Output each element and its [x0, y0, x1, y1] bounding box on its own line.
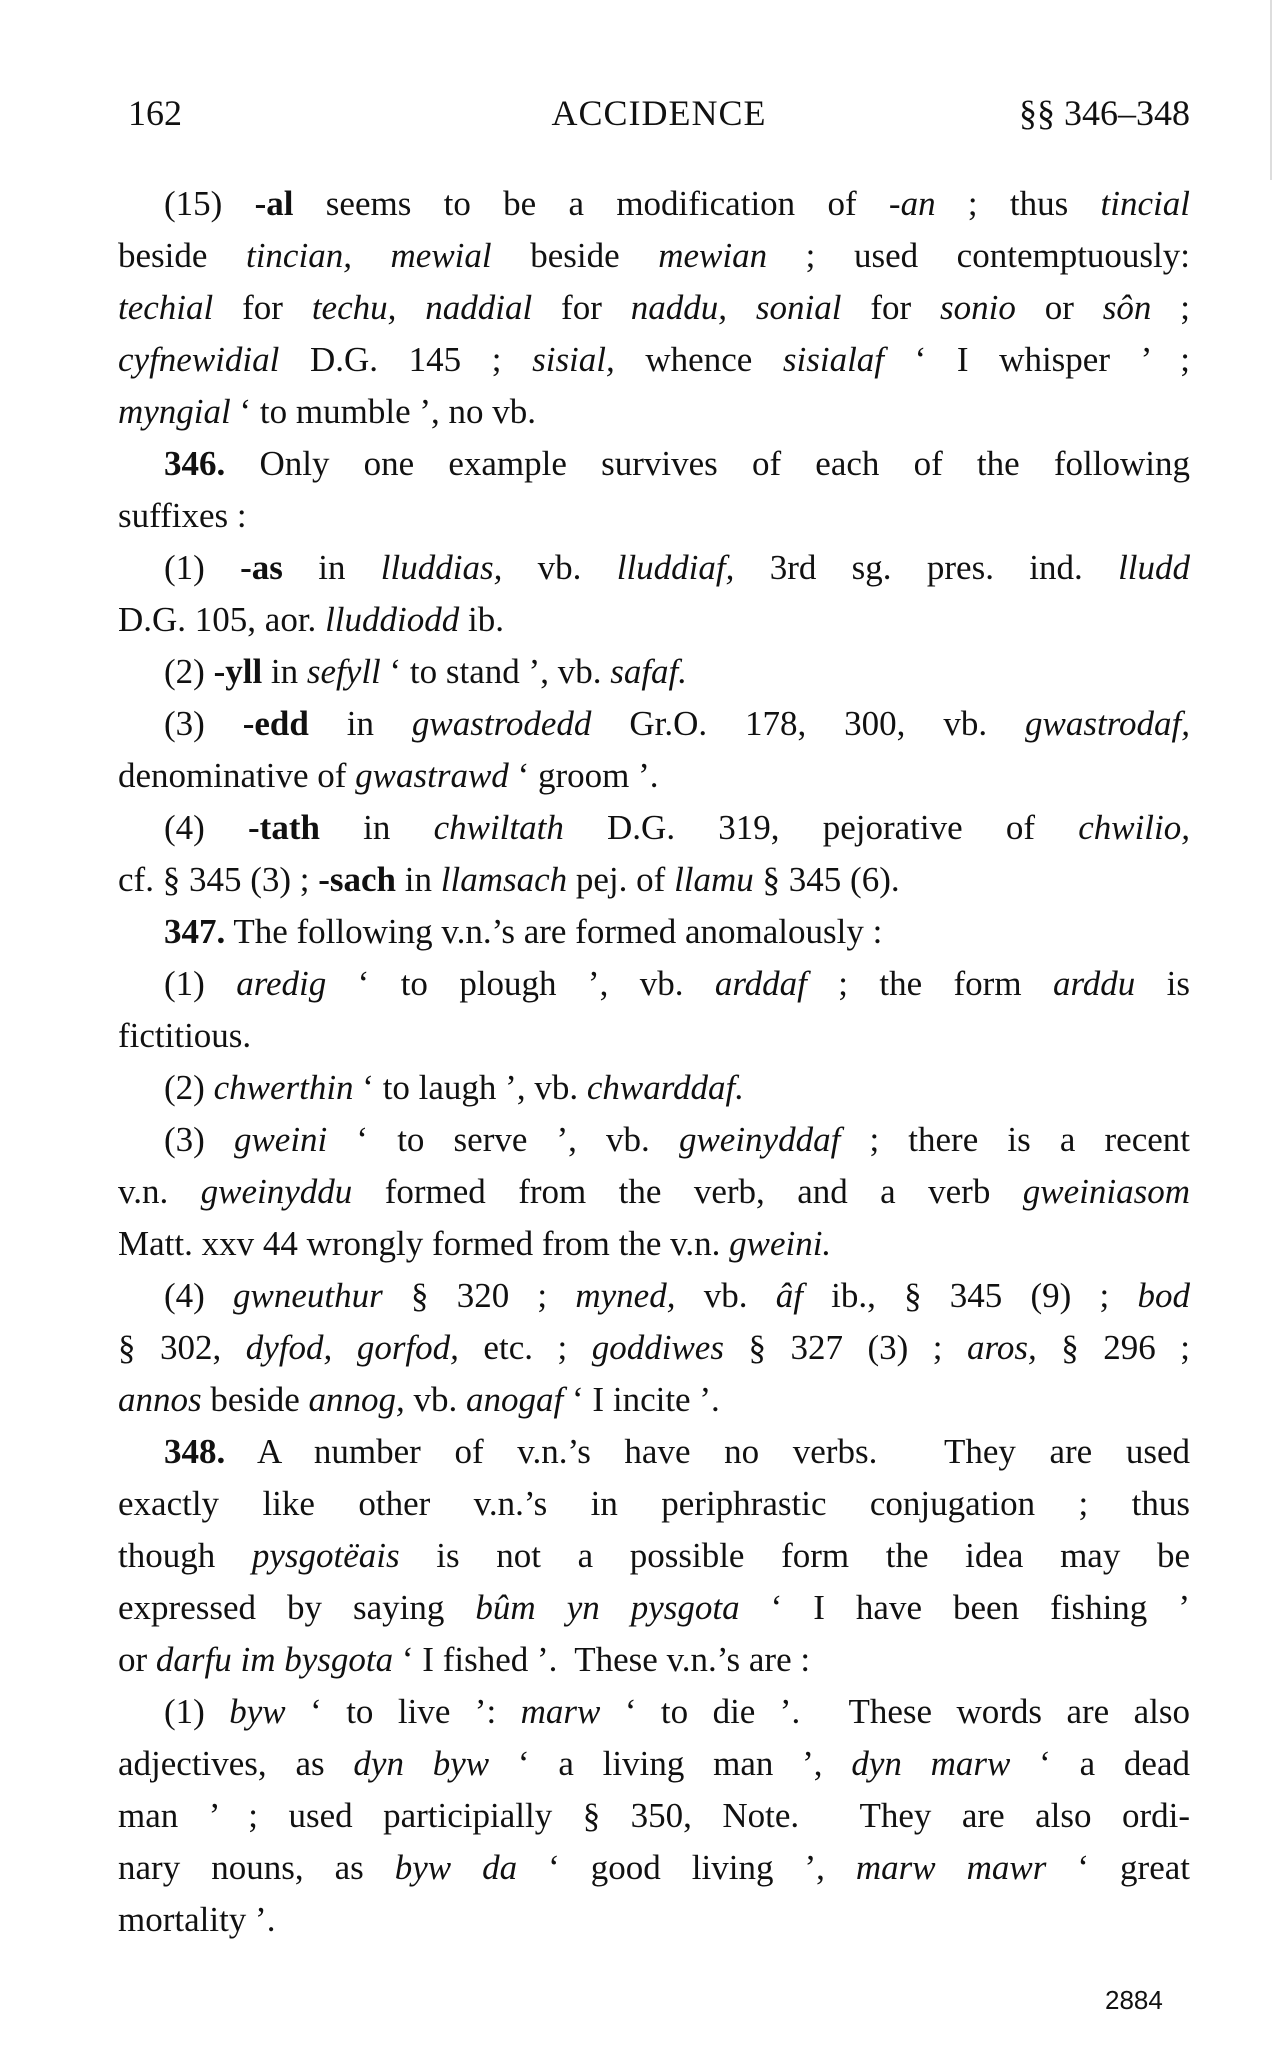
text-run: or — [1015, 288, 1103, 327]
text-run: for — [841, 288, 941, 327]
text-line — [118, 490, 1190, 542]
italic-term: tincial — [1100, 184, 1190, 223]
italic-term: sonial — [755, 288, 842, 327]
italic-term: arddu — [1052, 964, 1136, 1003]
text-line — [118, 1166, 1190, 1218]
text-line — [118, 958, 1190, 1010]
italic-term: llamu — [674, 860, 754, 899]
text-run: though — [118, 1536, 252, 1575]
text-run: The following v.n.’s are formed anomalously : — [225, 912, 883, 951]
italic-term: chwiltath — [433, 808, 564, 847]
italic-term: lluddiaf, — [616, 548, 735, 587]
italic-term: lluddiodd — [325, 600, 460, 639]
text-line — [118, 282, 1190, 334]
text-run: D.G. 105, aor. — [118, 600, 326, 639]
bold-term: -edd — [242, 704, 309, 743]
text-line — [118, 1374, 1190, 1426]
text-run: (3) — [164, 1120, 234, 1159]
text-run: (4) — [164, 1276, 234, 1315]
text-run: ‘ a dead — [1010, 1744, 1190, 1783]
italic-term: byw da — [394, 1848, 518, 1887]
text-run: fictitious. — [118, 1016, 252, 1055]
bold-term: 346. — [164, 444, 226, 483]
text-line — [118, 1426, 1190, 1478]
text-run: 3rd sg. pres. ind. — [734, 548, 1119, 587]
text-line — [118, 1010, 1190, 1062]
page-number: 162 — [128, 93, 182, 133]
text-line — [118, 386, 1190, 438]
text-run: formed from the verb, and a verb — [352, 1172, 1023, 1211]
text-run: ‘ groom ’. — [508, 756, 659, 795]
bold-term: -yll — [213, 652, 263, 691]
italic-term: bûm yn pysgota — [475, 1588, 740, 1627]
text-run: D.G. 145 ; — [279, 340, 533, 379]
italic-term: aredig — [236, 964, 327, 1003]
text-line — [118, 1114, 1190, 1166]
running-head-title: ACCIDENCE — [551, 93, 767, 133]
text-run: is — [1135, 964, 1190, 1003]
text-run: vb. — [502, 548, 617, 587]
scan-number: 2884 — [1105, 1985, 1163, 2015]
italic-term: gwastrodaf, — [1025, 704, 1190, 743]
text-line — [118, 1478, 1190, 1530]
italic-term: chwilio, — [1078, 808, 1191, 847]
text-run: beside — [118, 236, 246, 275]
italic-term: techial — [118, 288, 214, 327]
text-run: in — [308, 704, 412, 743]
italic-term: llamsach — [440, 860, 568, 899]
text-run: D.G. 319, pejorative of — [563, 808, 1079, 847]
bold-term: -tath — [248, 808, 320, 847]
text-run: (2) — [164, 1068, 214, 1107]
text-line — [118, 594, 1190, 646]
italic-term: gweinyddu — [200, 1172, 353, 1211]
text-line — [118, 178, 1190, 230]
text-run: beside — [491, 236, 659, 275]
text-run: ib., § 345 (9) ; — [802, 1276, 1138, 1315]
page-edge-shadow — [1270, 0, 1272, 180]
italic-term: cyfnewidial — [118, 340, 280, 379]
text-run: ‘ great — [1046, 1848, 1191, 1887]
text-run: denominative of — [118, 756, 356, 795]
text-line — [118, 1842, 1190, 1894]
italic-term: lludd — [1118, 548, 1191, 587]
text-run: ‘ to laugh ’, vb. — [353, 1068, 587, 1107]
text-line — [118, 1218, 1190, 1270]
text-run: A number of v.n.’s have no verbs. They are used — [225, 1432, 1190, 1471]
text-run: ‘ I incite ’. — [563, 1380, 720, 1419]
italic-term: -an — [888, 184, 936, 223]
text-run: (15) — [164, 184, 255, 223]
text-run: in — [262, 652, 307, 691]
italic-term: gwastrodedd — [411, 704, 592, 743]
italic-term: dyn marw — [851, 1744, 1011, 1783]
text-run — [727, 288, 756, 327]
text-line — [118, 334, 1190, 386]
italic-term: gweinyddaf — [678, 1120, 841, 1159]
text-run: (1) — [164, 548, 241, 587]
text-line — [118, 698, 1190, 750]
text-run: ‘ to stand ’, vb. — [380, 652, 611, 691]
text-line — [118, 1686, 1190, 1738]
italic-term: arddaf — [714, 964, 807, 1003]
text-run: mortality ’. — [118, 1900, 276, 1939]
text-run: § 320 ; — [382, 1276, 576, 1315]
text-line — [118, 906, 1190, 958]
text-run: ‘ to die ’. These words are also — [600, 1692, 1191, 1731]
text-run: ; — [1151, 288, 1191, 327]
running-header — [128, 92, 1190, 140]
italic-term: tincian, — [245, 236, 352, 275]
bold-term: 347. — [164, 912, 226, 951]
text-run: nary nouns, as — [118, 1848, 395, 1887]
italic-term: gweini — [233, 1120, 328, 1159]
text-line — [118, 1894, 1190, 1946]
italic-term: pysgotëais — [251, 1536, 400, 1575]
italic-term: annos — [118, 1380, 202, 1419]
text-run: vb. — [404, 1380, 467, 1419]
italic-term: sefyll — [306, 652, 381, 691]
text-run: seems to be a modification of — [293, 184, 889, 223]
italic-term: dyfod, — [245, 1328, 333, 1367]
italic-term: chwerthin — [213, 1068, 354, 1107]
text-run: (1) — [164, 964, 237, 1003]
italic-term: safaf. — [610, 652, 688, 691]
text-run: suffixes : — [118, 496, 247, 535]
italic-term: aros, — [967, 1328, 1037, 1367]
italic-term: myngial — [118, 392, 231, 431]
text-run: § 345 (6). — [753, 860, 900, 899]
italic-term: chwarddaf. — [586, 1068, 745, 1107]
text-run: in — [396, 860, 441, 899]
text-run: § 327 (3) ; — [723, 1328, 968, 1367]
text-run: § 296 ; — [1036, 1328, 1191, 1367]
italic-term: darfu im bysgota — [155, 1640, 394, 1679]
text-run: ‘ I whisper ’ ; — [884, 340, 1190, 379]
section-range: §§ 346–348 — [1019, 93, 1190, 133]
text-line — [118, 1530, 1190, 1582]
italic-term: gwastrawd — [355, 756, 509, 795]
text-line — [118, 438, 1190, 490]
bold-term: -as — [240, 548, 283, 587]
text-run: whence — [614, 340, 783, 379]
text-run: ‘ to live ’: — [285, 1692, 521, 1731]
text-line — [118, 1270, 1190, 1322]
text-run: ; used contemptuously: — [767, 236, 1190, 275]
text-run: ib. — [459, 600, 504, 639]
italic-term: marw — [520, 1692, 601, 1731]
italic-term: bod — [1137, 1276, 1191, 1315]
text-run: ‘ I have been fishing ’ — [739, 1588, 1190, 1627]
text-run: pej. of — [567, 860, 675, 899]
italic-term: gweiniasom — [1022, 1172, 1190, 1211]
text-run — [352, 236, 391, 275]
italic-term: anogaf — [466, 1380, 564, 1419]
italic-term: annog, — [308, 1380, 405, 1419]
italic-term: goddiwes — [591, 1328, 724, 1367]
italic-term: mewial — [390, 236, 492, 275]
text-run — [332, 1328, 357, 1367]
text-run: Gr.O. 178, 300, vb. — [591, 704, 1025, 743]
text-run: (3) — [164, 704, 243, 743]
italic-term: lluddias, — [380, 548, 503, 587]
text-run: Only one example survives of each of the following — [225, 444, 1190, 483]
italic-term: âf — [775, 1276, 803, 1315]
italic-term: sôn — [1102, 288, 1152, 327]
text-line — [118, 1582, 1190, 1634]
text-run: in — [282, 548, 381, 587]
text-run: for — [532, 288, 631, 327]
italic-term: byw — [229, 1692, 286, 1731]
text-line — [118, 1634, 1190, 1686]
italic-term: techu, — [311, 288, 397, 327]
italic-term: marw mawr — [855, 1848, 1047, 1887]
text-line — [118, 854, 1190, 906]
italic-term: naddu, — [630, 288, 727, 327]
text-line — [118, 1738, 1190, 1790]
italic-term: mewian — [658, 236, 768, 275]
italic-term: naddial — [425, 288, 533, 327]
text-run: ‘ a living man ’, — [489, 1744, 852, 1783]
text-run: adjectives, as — [118, 1744, 354, 1783]
text-line — [118, 802, 1190, 854]
text-run: etc. ; — [458, 1328, 592, 1367]
text-line — [118, 1790, 1190, 1842]
italic-term: sisialaf — [782, 340, 885, 379]
text-run: vb. — [675, 1276, 776, 1315]
text-run: or — [118, 1640, 156, 1679]
text-line — [118, 230, 1190, 282]
text-run: (1) — [164, 1692, 230, 1731]
italic-term: sisial, — [532, 340, 615, 379]
text-run: ‘ I fished ’. These v.n.’s are : — [393, 1640, 811, 1679]
text-run: ‘ to plough ’, vb. — [326, 964, 715, 1003]
text-line — [118, 1062, 1190, 1114]
text-run: Matt. xxv 44 wrongly formed from the v.n. — [118, 1224, 730, 1263]
italic-term: gweini. — [729, 1224, 832, 1263]
page-body-text — [118, 178, 1190, 1946]
text-line — [118, 1322, 1190, 1374]
text-run: ‘ good living ’, — [517, 1848, 856, 1887]
text-run: in — [319, 808, 434, 847]
text-line — [118, 750, 1190, 802]
text-run: ; thus — [935, 184, 1101, 223]
text-run: (2) — [164, 652, 214, 691]
text-run: expressed by saying — [118, 1588, 476, 1627]
italic-term: dyn byw — [353, 1744, 490, 1783]
text-run: beside — [201, 1380, 309, 1419]
text-run: for — [213, 288, 312, 327]
text-run: cf. § 345 (3) ; — [118, 860, 319, 899]
italic-term: myned, — [575, 1276, 676, 1315]
italic-term: gorfod, — [356, 1328, 459, 1367]
text-line — [118, 542, 1190, 594]
bold-term: -sach — [318, 860, 397, 899]
text-run: ‘ to serve ’, vb. — [327, 1120, 679, 1159]
italic-term: gwneuthur — [233, 1276, 383, 1315]
text-run: man ’ ; used participially § 350, Note. They are also ordi- — [118, 1796, 1190, 1835]
text-run: § 302, — [118, 1328, 246, 1367]
bold-term: -al — [254, 184, 294, 223]
text-line — [118, 646, 1190, 698]
text-run: ; there is a recent — [840, 1120, 1190, 1159]
text-run: is not a possible form the idea may be — [399, 1536, 1190, 1575]
text-run: exactly like other v.n.’s in periphrastic conjugation ; thus — [118, 1484, 1190, 1523]
italic-term: sonio — [940, 288, 1016, 327]
text-run: ‘ to mumble ’, no vb. — [230, 392, 537, 431]
text-run — [396, 288, 425, 327]
bold-term: 348. — [164, 1432, 226, 1471]
text-run: ; the form — [806, 964, 1053, 1003]
text-run: v.n. — [118, 1172, 201, 1211]
text-run: (4) — [164, 808, 249, 847]
